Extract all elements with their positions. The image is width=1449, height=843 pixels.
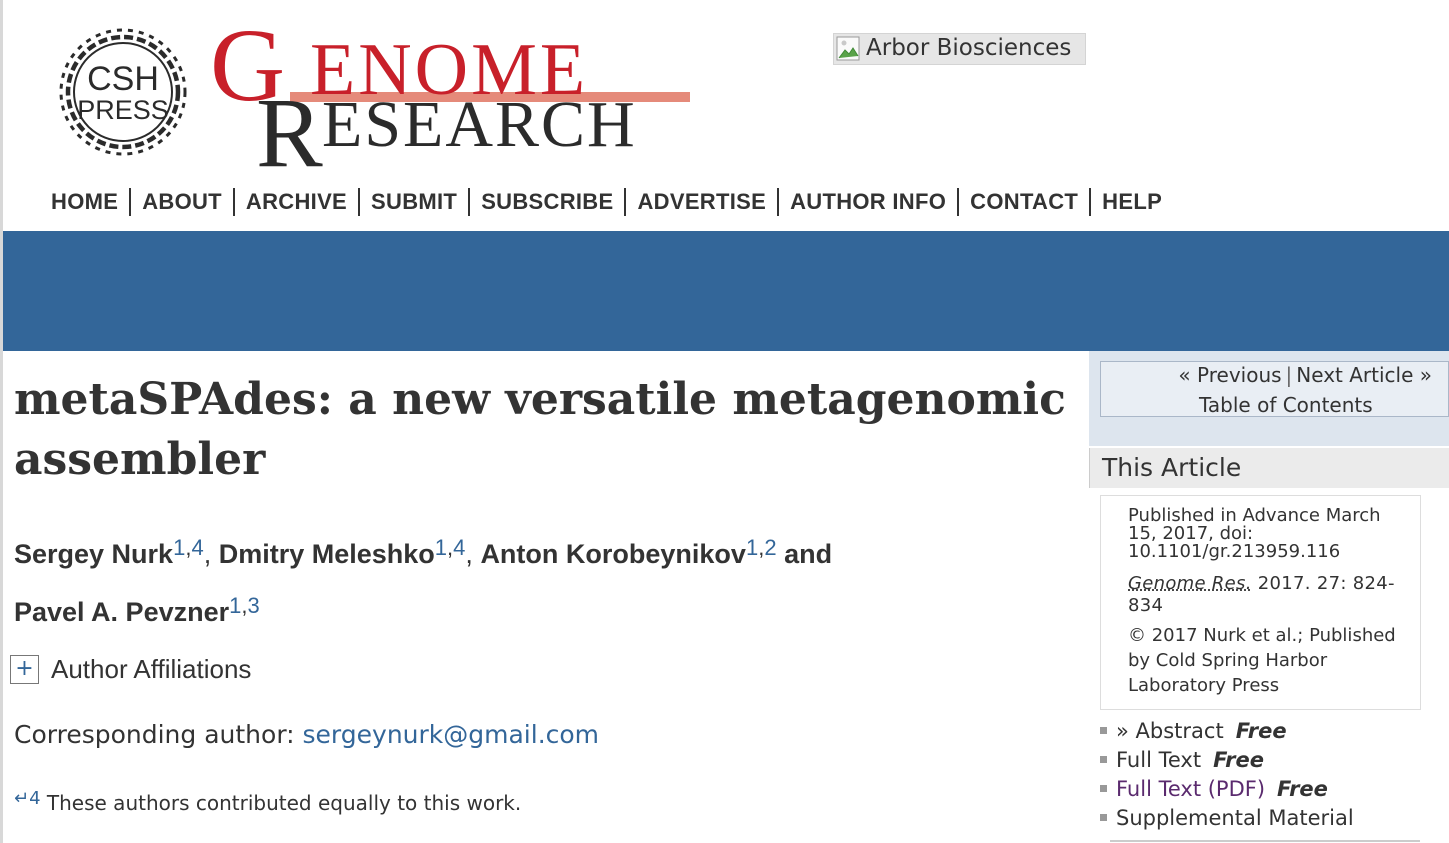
title-line-2: assembler bbox=[14, 434, 266, 485]
csh-press-logo[interactable] bbox=[55, 26, 192, 158]
bullet-icon bbox=[1100, 814, 1107, 821]
page-left-border bbox=[0, 0, 3, 843]
affiliation-ref[interactable]: 2 bbox=[764, 535, 777, 560]
publication-info: Published in Advance March 15, 2017, doi: 10.1101/gr.213959.116 bbox=[1128, 505, 1381, 562]
abstract-link[interactable]: » Abstract Free bbox=[1100, 716, 1354, 745]
affiliation-ref[interactable]: 3 bbox=[247, 593, 260, 618]
article-links bbox=[1100, 716, 1354, 832]
affiliation-ref[interactable]: 4 bbox=[191, 535, 204, 560]
logo-genome: ENOME bbox=[310, 29, 589, 111]
author-list: Sergey Nurk$^{1,4}$, Dmitry Meleshko$^{1,4}$, Anton Korobeynikov$^{1,2}$ and Pavel A. Pevzner$^{1,3}$ bbox=[14, 535, 833, 627]
corresponding-author bbox=[14, 720, 599, 749]
affiliation-ref[interactable]: 1 bbox=[434, 535, 448, 560]
table-of-contents-link[interactable]: Table of Contents bbox=[1199, 393, 1373, 417]
affiliation-ref[interactable]: 1 bbox=[173, 535, 186, 560]
logo-research: ESEARCH bbox=[322, 88, 637, 161]
full-text-pdf-link[interactable]: Full Text (PDF) Free bbox=[1100, 774, 1354, 803]
citation-box bbox=[1100, 495, 1421, 710]
journal-abbrev[interactable]: Genome Res. bbox=[1128, 573, 1252, 594]
author-name[interactable]: Sergey Nurk bbox=[14, 539, 174, 569]
author-conjunction: and bbox=[776, 539, 833, 569]
nav-home[interactable]: HOME bbox=[51, 189, 119, 214]
ad-alt-text: Arbor Biosciences bbox=[866, 35, 1072, 61]
affiliation-ref[interactable]: 1 bbox=[229, 593, 242, 618]
author-affiliations-toggle[interactable] bbox=[10, 654, 251, 685]
this-article-heading: This Article bbox=[1089, 448, 1449, 488]
bullet-icon bbox=[1100, 727, 1107, 734]
affiliation-ref[interactable]: 4 bbox=[453, 535, 466, 560]
copyright-notice: © 2017 Nurk et al.; Published by Cold Spring Harbor Laboratory Press bbox=[1128, 625, 1396, 696]
blue-banner bbox=[3, 231, 1449, 351]
article-title bbox=[14, 370, 1074, 490]
nav-subscribe[interactable]: SUBSCRIBE bbox=[468, 188, 624, 216]
nav-advertise[interactable]: ADVERTISE bbox=[624, 188, 777, 216]
nav-author-info[interactable]: AUTHOR INFO bbox=[777, 188, 957, 216]
logo-g: G bbox=[210, 14, 286, 123]
corresponding-label: Corresponding author: bbox=[14, 720, 303, 749]
expand-icon[interactable]: + bbox=[10, 655, 39, 684]
author-name[interactable]: Dmitry Meleshko bbox=[218, 539, 435, 569]
free-badge: Free bbox=[1235, 718, 1287, 743]
nav-help[interactable]: HELP bbox=[1089, 188, 1173, 216]
affiliations-label: Author Affiliations bbox=[51, 654, 252, 684]
supplemental-material-link[interactable]: Supplemental Material bbox=[1100, 803, 1354, 832]
article-navigation: « Previous | Next Article » Table of Contents bbox=[1100, 361, 1449, 417]
bullet-icon bbox=[1100, 785, 1107, 792]
free-badge: Free bbox=[1213, 747, 1264, 772]
free-badge: Free bbox=[1277, 776, 1328, 801]
press-text: PRESS bbox=[77, 95, 169, 125]
sidebar-bottom-rule bbox=[1110, 840, 1420, 842]
nav-archive[interactable]: ARCHIVE bbox=[233, 188, 358, 216]
main-nav bbox=[40, 186, 1173, 218]
csh-text: CSH bbox=[87, 60, 159, 98]
next-article-link[interactable]: Next Article » bbox=[1296, 363, 1432, 387]
footnote bbox=[14, 788, 521, 815]
previous-article-link[interactable]: « Previous bbox=[1178, 363, 1282, 387]
broken-image-icon bbox=[836, 36, 862, 62]
return-arrow-icon[interactable]: ↵ bbox=[14, 788, 30, 809]
affiliation-ref[interactable]: 1 bbox=[745, 535, 759, 560]
footnote-text: These authors contributed equally to this work. bbox=[40, 791, 522, 815]
sponsor-ad-image[interactable] bbox=[833, 33, 1086, 65]
author-name[interactable]: Pavel A. Pevzner bbox=[14, 597, 230, 627]
nav-about[interactable]: ABOUT bbox=[129, 188, 233, 216]
title-line-1: metaSPAdes: a new versatile metagenomic bbox=[14, 374, 1066, 425]
corresponding-email-link[interactable]: sergeynurk@gmail.com bbox=[302, 720, 600, 749]
logo-r: R bbox=[256, 77, 323, 176]
nav-submit[interactable]: SUBMIT bbox=[358, 188, 468, 216]
journal-citation: Genome Res. 2017. 27: 824-834 bbox=[1128, 573, 1395, 616]
bullet-icon bbox=[1100, 756, 1107, 763]
footnote-number: 4 bbox=[29, 788, 41, 809]
genome-research-logo[interactable] bbox=[210, 14, 700, 176]
author-name[interactable]: Anton Korobeynikov bbox=[480, 539, 746, 569]
nav-contact[interactable]: CONTACT bbox=[957, 188, 1089, 216]
full-text-link[interactable]: Full Text Free bbox=[1100, 745, 1354, 774]
